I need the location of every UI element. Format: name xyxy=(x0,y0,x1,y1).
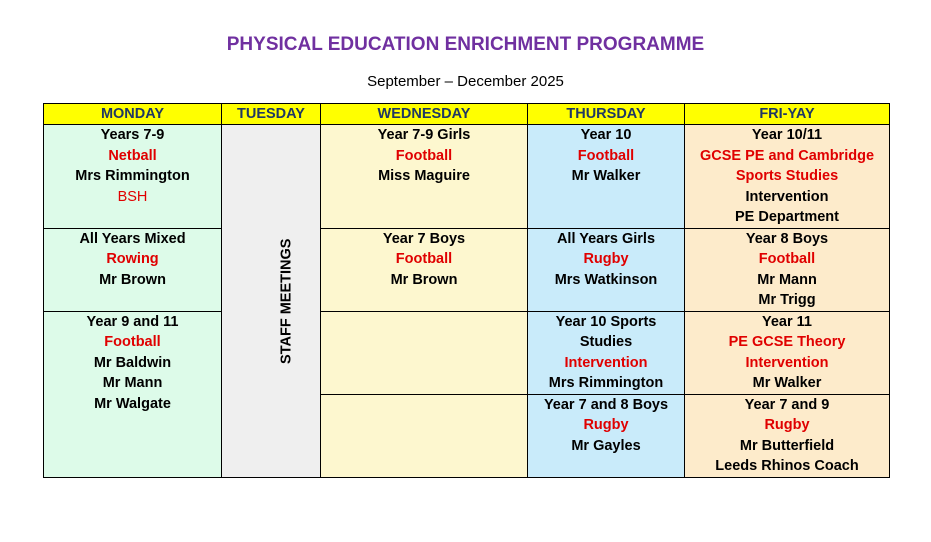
staff: Mrs Rimmington xyxy=(75,168,190,184)
staff: Mrs Rimmington xyxy=(548,375,664,391)
timetable xyxy=(43,103,890,478)
activity: Football xyxy=(104,334,161,350)
cell-wednesday-4 xyxy=(321,394,528,477)
activity: Rowing xyxy=(106,251,159,267)
page-title: PHYSICAL EDUCATION ENRICHMENT PROGRAMME xyxy=(226,34,705,55)
staff: Mr Brown xyxy=(99,271,166,288)
cell-wednesday-1 xyxy=(321,125,528,229)
activity: Rugby xyxy=(583,251,629,267)
group: Year 10 xyxy=(580,127,632,143)
table-row xyxy=(44,228,890,311)
staff: Mr Walker xyxy=(571,168,641,184)
cell-friday-3 xyxy=(685,311,890,394)
staff: Intervention xyxy=(745,188,829,205)
cell-monday-2 xyxy=(44,228,222,311)
staff-meetings-label: STAFF MEETINGS xyxy=(278,238,295,364)
activity: Sports Studies xyxy=(735,168,839,184)
cell-thursday-4 xyxy=(528,394,685,477)
staff: Mr Baldwin xyxy=(93,354,172,371)
group: Year 9 and 11 xyxy=(86,313,179,330)
group: Year 10/11 xyxy=(751,127,823,143)
staff: PE Department xyxy=(735,209,839,225)
cell-wednesday-3 xyxy=(321,311,528,394)
cell-thursday-2 xyxy=(528,228,685,311)
staff: Mr Trigg xyxy=(758,292,816,308)
cell-wednesday-2 xyxy=(321,228,528,311)
group: Year 7 and 9 xyxy=(744,396,830,413)
activity: Football xyxy=(395,251,453,267)
staff: Mr Butterfield xyxy=(739,437,835,454)
group: Year 11 xyxy=(762,313,812,330)
header-monday: MONDAY xyxy=(44,104,222,125)
header-row xyxy=(44,104,890,125)
activity: PE GCSE Theory xyxy=(728,334,846,350)
activity: Football xyxy=(758,251,816,267)
page-subtitle: September – December 2025 xyxy=(367,73,564,90)
activity: Rugby xyxy=(583,417,629,433)
staff: Mr Mann xyxy=(757,271,817,288)
group: Year 10 Sports xyxy=(555,313,657,330)
cell-monday-1 xyxy=(44,125,222,229)
cell-thursday-1 xyxy=(528,125,685,229)
group: Year 7-9 Girls xyxy=(377,127,471,143)
staff: Mr Gayles xyxy=(571,437,641,454)
header-friday: FRI-YAY xyxy=(685,104,890,125)
group: All Years Mixed xyxy=(79,230,186,247)
activity: Football xyxy=(395,147,453,164)
staff: Mrs Watkinson xyxy=(554,271,658,288)
group: Year 8 Boys xyxy=(745,230,829,247)
header-tuesday: TUESDAY xyxy=(222,104,321,125)
staff: Mr Brown xyxy=(390,271,458,288)
group: All Years Girls xyxy=(556,230,656,247)
header-thursday: THURSDAY xyxy=(528,104,685,125)
table-row xyxy=(44,311,890,394)
activity: Football xyxy=(577,147,635,164)
header-wednesday: WEDNESDAY xyxy=(321,104,528,125)
staff: Mr Mann xyxy=(102,375,163,391)
activity: Intervention xyxy=(745,354,829,371)
cell-friday-2 xyxy=(685,228,890,311)
staff: Mr Walker xyxy=(752,375,822,391)
activity: Intervention xyxy=(564,354,648,371)
staff: Miss Maguire xyxy=(378,168,470,184)
location: BSH xyxy=(117,188,148,205)
staff: Leeds Rhinos Coach xyxy=(715,458,859,474)
activity: GCSE PE and Cambridge xyxy=(699,147,875,164)
activity: Rugby xyxy=(764,417,810,433)
cell-friday-1 xyxy=(685,125,890,229)
activity: Netball xyxy=(108,147,157,164)
cell-thursday-3 xyxy=(528,311,685,394)
group: Year 7 and 8 Boys xyxy=(543,396,669,413)
cell-monday-3 xyxy=(44,311,222,477)
table-row xyxy=(44,125,890,229)
cell-tuesday xyxy=(222,125,321,478)
cell-friday-4 xyxy=(685,394,890,477)
group: Years 7-9 xyxy=(100,127,165,143)
group: Studies xyxy=(579,334,633,350)
group: Year 7 Boys xyxy=(382,230,466,247)
staff: Mr Walgate xyxy=(94,395,171,412)
